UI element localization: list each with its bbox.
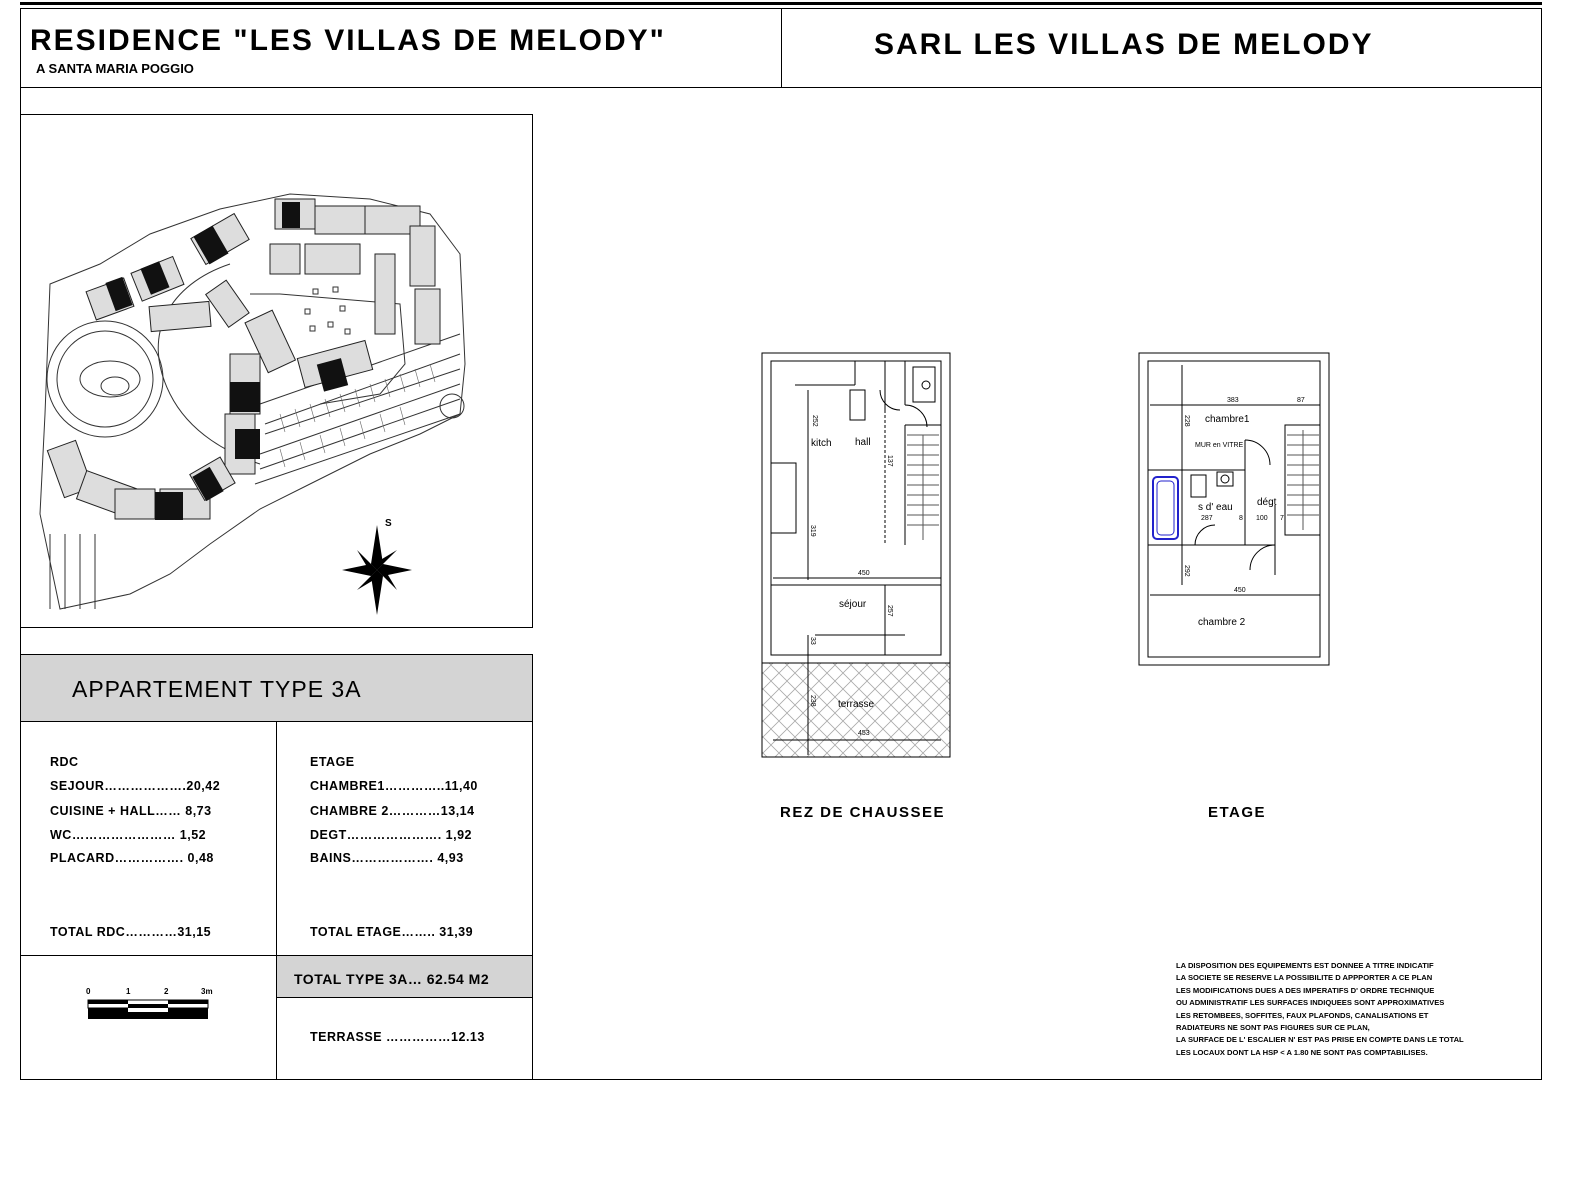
apartment-type-title: APPARTEMENT TYPE 3A [72, 676, 362, 702]
grand-total: TOTAL TYPE 3A… 62.54 M2 [294, 971, 490, 987]
disclaimer-line: LES RETOMBEES, SOFFITES, FAUX PLAFONDS, CANALISATIONS ET [1176, 1010, 1429, 1020]
disclaimer-line: LES LOCAUX DONT LA HSP < A 1.80 NE SONT PAS COMPTABILISES. [1176, 1047, 1428, 1057]
header-divider [781, 8, 782, 88]
upper-dim-d2: 287 [1201, 515, 1213, 522]
location-subtitle: A SANTA MARIA POGGIO [36, 61, 194, 76]
scale-tick-2: 2 [164, 987, 169, 996]
disclaimer-line: LES MODIFICATIONS DUES A DES IMPERATIFS D' ORDRE TECHNIQUE [1176, 985, 1435, 995]
room-shower-label: s d' eau [1198, 502, 1233, 513]
scale-bar [80, 985, 220, 1025]
upper-dim-w1: 383 [1227, 397, 1239, 404]
rdc-total: TOTAL RDC…………31,15 [50, 925, 212, 939]
scale-tick-0: 0 [86, 987, 91, 996]
ground-dim-d4: 238 [809, 695, 816, 707]
rdc-row-sejour: SEJOUR……………….20,42 [50, 779, 221, 793]
disclaimer-notes [1176, 960, 1464, 1059]
ground-floor-caption: REZ DE CHAUSSEE [780, 804, 946, 821]
site-plan [20, 114, 533, 628]
disclaimer-line: RADIATEURS NE SONT PAS FIGURES SUR CE PLAN, [1176, 1023, 1370, 1033]
ground-dim-terrace-width: 453 [858, 730, 870, 737]
ground-dim-d1: 252 [811, 415, 818, 427]
terrace-area: TERRASSE ……………12.13 [310, 1030, 485, 1044]
upper-dim-d4: 100 [1256, 515, 1268, 522]
company-title: SARL LES VILLAS DE MELODY [874, 28, 1374, 61]
upper-dim-d1: 228 [1183, 415, 1190, 427]
rdc-row-cuisine: CUISINE + HALL…… 8,73 [50, 804, 212, 818]
etage-row-bains: BAINS………………. 4,93 [310, 851, 464, 865]
room-living-label: séjour [839, 599, 867, 610]
upper-dim-d6: 292 [1183, 565, 1190, 577]
room-terrace-label: terrasse [838, 699, 875, 710]
ground-dim-d5: 33 [809, 637, 816, 645]
area-table-vertical-divider [276, 721, 277, 1080]
upper-wall-note: MUR en VITRE [1195, 442, 1244, 449]
north-label: S [385, 518, 392, 529]
etage-heading: ETAGE [310, 755, 355, 769]
upper-floor-caption: ETAGE [1208, 804, 1267, 821]
upper-dim-width: 450 [1234, 587, 1246, 594]
rdc-heading: RDC [50, 755, 79, 769]
disclaimer-line: LA SOCIETE SE RESERVE LA POSSIBILITE D APPPORTER A CE PLAN [1176, 973, 1433, 983]
etage-row-chambre1: CHAMBRE1…………..11,40 [310, 779, 478, 793]
residence-title: RESIDENCE "LES VILLAS DE MELODY" [30, 24, 666, 57]
upper-dim-d5: 7 [1280, 515, 1284, 522]
compass-rose-icon [342, 525, 412, 615]
top-rule [20, 2, 1542, 5]
upper-dim-d3: 8 [1239, 515, 1243, 522]
disclaimer-line: LA DISPOSITION DES EQUIPEMENTS EST DONNEE A TITRE INDICATIF [1176, 961, 1434, 970]
ground-floor-plan [755, 345, 955, 765]
etage-total: TOTAL ETAGE…….. 31,39 [310, 925, 474, 939]
disclaimer-line: OU ADMINISTRATIF LES SURFACES INDIQUEES SONT APPROXIMATIVES [1176, 998, 1445, 1008]
scale-tick-3: 3m [201, 987, 213, 996]
room-landing-label: dégt [1257, 497, 1277, 508]
ground-dim-d3: 257 [886, 605, 893, 617]
scale-tick-1: 1 [126, 987, 131, 996]
upper-floor-plan [1135, 345, 1335, 675]
room-bedroom2-label: chambre 2 [1198, 617, 1246, 628]
ground-dim-width: 450 [858, 570, 870, 577]
rdc-row-wc: WC…………………… 1,52 [50, 828, 207, 842]
upper-dim-w2: 87 [1297, 397, 1305, 404]
room-kitchen-label: kitch [811, 438, 832, 449]
ground-dim-d6: 137 [886, 455, 893, 467]
rdc-row-placard: PLACARD……………. 0,48 [50, 851, 214, 865]
etage-row-degt: DEGT…………………. 1,92 [310, 828, 472, 842]
disclaimer-line: LA SURFACE DE L' ESCALIER N' EST PAS PRISE EN COMPTE DANS LE TOTAL [1176, 1035, 1464, 1045]
ground-dim-d2: 319 [809, 525, 816, 537]
room-hall-label: hall [855, 437, 871, 448]
etage-row-chambre2: CHAMBRE 2…………13,14 [310, 804, 475, 818]
room-bedroom1-label: chambre1 [1205, 414, 1250, 425]
